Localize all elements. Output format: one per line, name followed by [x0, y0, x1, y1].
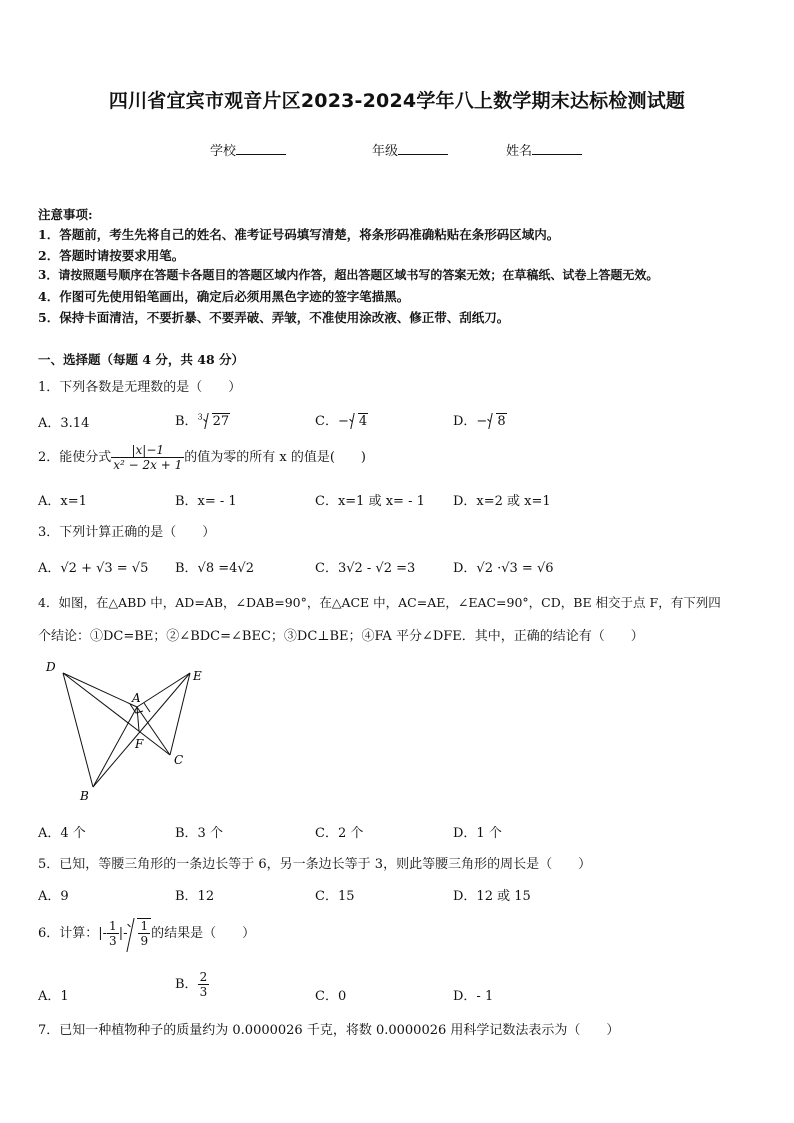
- square-root: [127, 918, 151, 948]
- label-B: B: [80, 789, 89, 803]
- denominator: x² − 2x + 1: [113, 458, 183, 472]
- segment-DB: [63, 673, 93, 787]
- numerator: 1: [109, 919, 117, 933]
- label-E: E: [193, 669, 202, 683]
- option-label: B．: [175, 977, 198, 992]
- root-index: 3: [197, 412, 203, 422]
- square-root: [349, 413, 368, 429]
- question-1-stem: 1．下列各数是无理数的是（ ）: [38, 380, 242, 395]
- q5-option-c[interactable]: C．15: [315, 889, 355, 904]
- notice-item: 2．答题时请按要求用笔。: [38, 248, 185, 263]
- name-field[interactable]: [506, 140, 582, 159]
- q2-option-b[interactable]: B．x= - 1: [175, 494, 237, 509]
- segment-AE: [137, 673, 190, 707]
- q4-option-c[interactable]: C．2 个: [315, 826, 364, 841]
- question-7-stem: 7．已知一种植物种子的质量约为 0.0000026 千克，将数 0.0000026 用科学记数法表示为（ ）: [38, 1023, 620, 1038]
- radicand: 8: [497, 414, 506, 429]
- q4-option-d[interactable]: D．1 个: [453, 826, 502, 841]
- notice-heading: 注意事项:: [38, 207, 93, 222]
- stem-text: 6．计算：|-: [38, 926, 108, 941]
- fraction: [138, 919, 150, 948]
- stem-text: 的结果是（ ）: [151, 926, 256, 941]
- school-field[interactable]: [210, 140, 286, 159]
- denominator: 3: [199, 985, 208, 999]
- q1-option-a[interactable]: A．3.14: [38, 416, 90, 431]
- section-heading: 一、选择题（每题 4 分，共 48 分）: [38, 352, 245, 367]
- name-blank[interactable]: [532, 142, 582, 155]
- label-D: D: [46, 660, 56, 674]
- stem-text: 的值为零的所有 x 的值是( ): [184, 450, 367, 465]
- notice-item: 1．答题前，考生先将自己的姓名、准考证号码填写清楚，将条形码准确粘贴在条形码区域内。: [38, 227, 560, 242]
- q4-option-b[interactable]: B．3 个: [175, 826, 223, 841]
- numerator: 1: [140, 919, 149, 933]
- question-4-stem-line1: 4．如图，在△ABD 中，AD=AB，∠DAB=90°，在△ACE 中，AC=AE，∠EAC=90°，CD，BE 相交于点 F，有下列四: [38, 595, 721, 610]
- grade-blank[interactable]: [398, 142, 448, 155]
- segment-AB: [93, 707, 137, 787]
- fraction: [111, 443, 184, 472]
- label-C: C: [174, 753, 184, 767]
- option-label: D．−: [453, 414, 488, 429]
- q6-option-c[interactable]: C．0: [315, 989, 347, 1004]
- q1-option-c[interactable]: [315, 410, 368, 429]
- right-angle-mark: [144, 703, 150, 712]
- q5-option-a[interactable]: A．9: [38, 889, 69, 904]
- label-F: F: [135, 737, 144, 751]
- geometry-figure: [40, 655, 210, 805]
- question-3-stem: 3．下列计算正确的是（ ）: [38, 525, 216, 540]
- question-2-stem: [38, 443, 366, 472]
- segment-DC: [63, 673, 170, 755]
- segment-AF: [137, 707, 139, 731]
- q2-option-c[interactable]: C．x=1 或 x= - 1: [315, 494, 425, 509]
- question-6-stem: [38, 918, 255, 948]
- q3-option-a[interactable]: A．√2 + √3 = √5: [38, 561, 149, 576]
- q5-option-d[interactable]: D．12 或 15: [453, 889, 531, 904]
- fraction: [107, 919, 119, 948]
- q6-option-d[interactable]: D．- 1: [453, 989, 494, 1004]
- grade-field[interactable]: [372, 140, 448, 159]
- notice-item: 5．保持卡面清洁，不要折暴、不要弄破、弄皱，不准使用涂改液、修正带、刮纸刀。: [38, 310, 510, 325]
- name-label: 姓名: [506, 144, 533, 159]
- cube-root: [203, 413, 231, 429]
- option-label: C．−: [315, 414, 349, 429]
- q4-option-a[interactable]: A．4 个: [38, 826, 86, 841]
- notice-item: 3．请按照题号顺序在答题卡各题目的答题区域内作答，超出答题区域书写的答案无效；在草稿纸、试卷上答题无效。: [38, 268, 659, 282]
- denominator: 3: [109, 934, 117, 948]
- denominator: 9: [140, 934, 149, 948]
- notice-item: 4．作图可先使用铅笔画出，确定后必须用黑色字迹的签字笔描黑。: [38, 289, 410, 304]
- q2-option-d[interactable]: D．x=2 或 x=1: [453, 494, 551, 509]
- q3-option-b[interactable]: B．√8 =4√2: [175, 561, 254, 576]
- q1-option-b[interactable]: [175, 410, 230, 429]
- school-blank[interactable]: [236, 142, 286, 155]
- q6-option-a[interactable]: A．1: [38, 989, 69, 1004]
- q6-option-b[interactable]: [175, 970, 209, 999]
- page-title: 四川省宜宾市观音片区2023-2024学年八上数学期末达标检测试题: [108, 90, 686, 112]
- radicand: 4: [358, 414, 368, 429]
- school-label: 学校: [210, 144, 237, 159]
- numerator: 2: [199, 970, 208, 984]
- q3-option-d[interactable]: D．√2 ·√3 = √6: [453, 561, 554, 576]
- segment-EB: [93, 673, 190, 787]
- label-A: A: [132, 691, 141, 705]
- option-label: B．: [175, 414, 198, 429]
- grade-label: 年级: [372, 144, 399, 159]
- question-4-stem-line2: 个结论：①DC=BE；②∠BDC=∠BEC；③DC⊥BE；④FA 平分∠DFE．其中，正确的结论有（ ）: [38, 629, 644, 644]
- fraction: [198, 970, 210, 999]
- stem-text: |-: [118, 926, 128, 941]
- question-5-stem: 5．已知，等腰三角形的一条边长等于 6，另一条边长等于 3，则此等腰三角形的周长是（ ）: [38, 857, 592, 872]
- q2-option-a[interactable]: A．x=1: [38, 494, 87, 509]
- numerator: |x|−1: [111, 443, 184, 458]
- q5-option-b[interactable]: B．12: [175, 889, 215, 904]
- q3-option-c[interactable]: C．3√2 - √2 =3: [315, 561, 416, 576]
- square-root: [487, 413, 506, 429]
- stem-text: 2．能使分式: [38, 450, 112, 465]
- radicand: 27: [212, 414, 230, 429]
- q1-option-d[interactable]: [453, 410, 507, 429]
